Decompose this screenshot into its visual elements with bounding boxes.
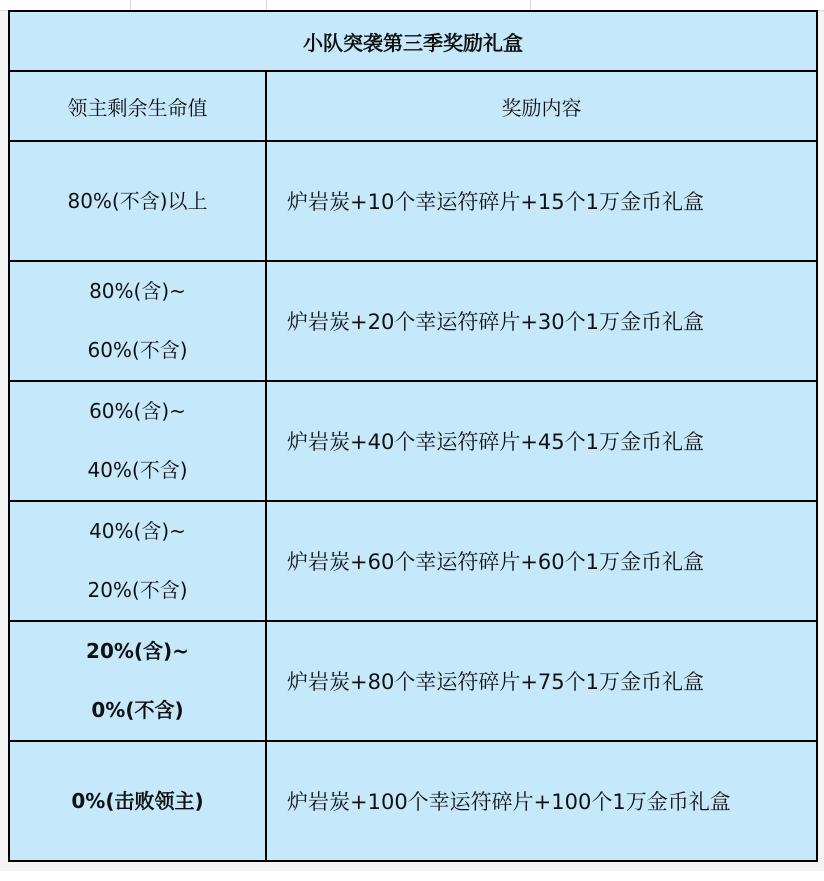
table-row	[9, 261, 817, 381]
reward-cell[interactable]: 炉岩炭+60个幸运符碎片+60个1万金币礼盒	[266, 501, 817, 621]
hp-cell[interactable]	[9, 141, 266, 261]
bottom-grid-strip	[0, 871, 824, 881]
table-row	[9, 141, 817, 261]
table-row	[9, 381, 817, 501]
reward-cell[interactable]: 炉岩炭+10个幸运符碎片+15个1万金币礼盒	[266, 141, 817, 261]
reward-cell[interactable]: 炉岩炭+40个幸运符碎片+45个1万金币礼盒	[266, 381, 817, 501]
header-reward[interactable]: 奖励内容	[266, 71, 817, 141]
hp-text-line2: 20%(不含)	[87, 578, 188, 602]
hp-cell[interactable]	[9, 381, 266, 501]
title-row	[9, 11, 817, 71]
table-row	[9, 501, 817, 621]
reward-cell[interactable]: 炉岩炭+100个幸运符碎片+100个1万金币礼盒	[266, 741, 817, 861]
reward-table	[8, 10, 818, 862]
grid-tick	[266, 0, 267, 10]
hp-text-line2: 60%(不含)	[87, 338, 188, 362]
hp-text-line2: 40%(不含)	[87, 458, 188, 482]
grid-tick	[130, 0, 131, 10]
table-row	[9, 741, 817, 861]
hp-text-line1: 60%(含)~	[89, 399, 186, 423]
reward-cell[interactable]: 炉岩炭+80个幸运符碎片+75个1万金币礼盒	[266, 621, 817, 741]
hp-text-line1: 80%(含)~	[89, 279, 186, 303]
hp-cell[interactable]	[9, 621, 266, 741]
hp-text: 80%(不含)以上	[67, 188, 208, 213]
grid-tick	[530, 0, 531, 10]
reward-table-container	[8, 10, 816, 862]
reward-cell[interactable]: 炉岩炭+20个幸运符碎片+30个1万金币礼盒	[266, 261, 817, 381]
header-hp[interactable]: 领主剩余生命值	[9, 71, 266, 141]
hp-cell[interactable]	[9, 501, 266, 621]
hp-text-line2: 0%(不含)	[91, 698, 184, 722]
hp-text-line1: 40%(含)~	[89, 519, 186, 543]
hp-text: 0%(击败领主)	[71, 788, 204, 813]
hp-cell[interactable]	[9, 261, 266, 381]
header-row	[9, 71, 817, 141]
hp-cell[interactable]	[9, 741, 266, 861]
table-row	[9, 621, 817, 741]
table-title[interactable]: 小队突袭第三季奖励礼盒	[9, 11, 817, 71]
hp-text-line1: 20%(含)~	[86, 639, 189, 663]
